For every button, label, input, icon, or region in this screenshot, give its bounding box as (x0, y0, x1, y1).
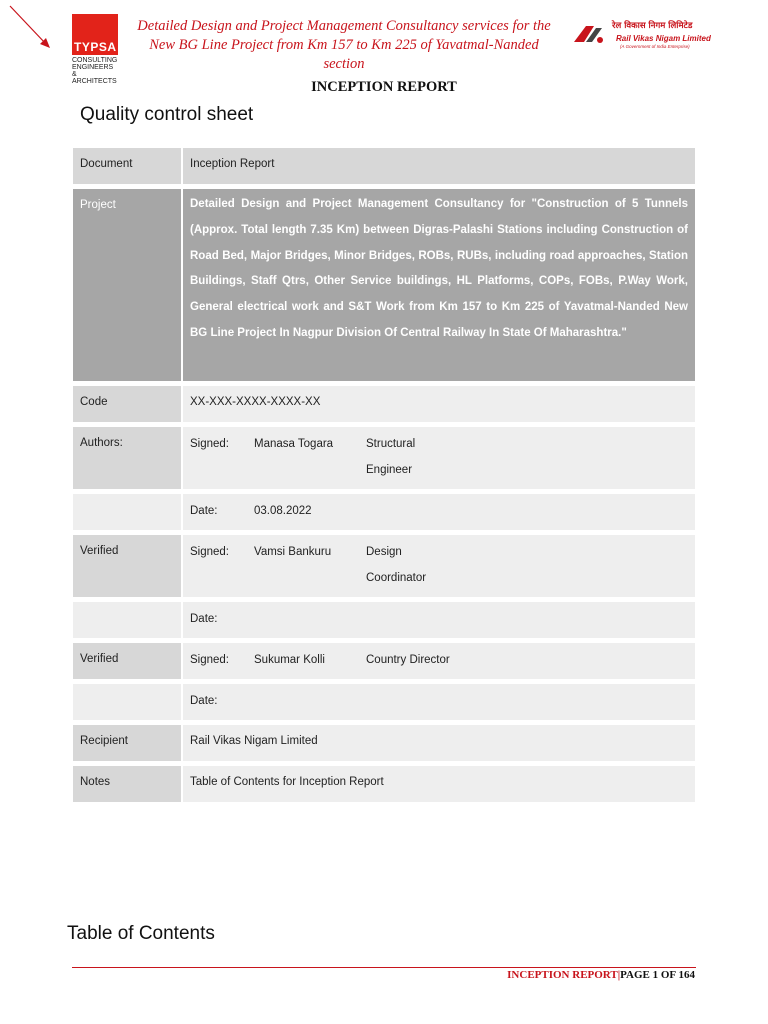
row-label-empty (73, 602, 181, 638)
row-value (183, 602, 695, 638)
signed-label: Signed: (190, 438, 230, 450)
date-label: Date: (190, 695, 218, 707)
header-title-line: section (323, 56, 365, 72)
row-value: Table of Contents for Inception Report (183, 766, 695, 802)
section-title: Quality control sheet (80, 104, 254, 125)
signer-name: Manasa Togara (254, 438, 334, 450)
typsa-logo-mark (72, 14, 118, 55)
row-value (183, 427, 695, 489)
row-value (183, 535, 695, 597)
footer (507, 969, 695, 981)
rvnl-logo (572, 20, 711, 50)
typsa-logo-text: TYPSA (74, 40, 117, 54)
row-value: Detailed Design and Project Management Consultancy for "Construction of 5 Tunnels (Approx. Total length 7.35 Km) between Digras-Palashi Stations including Construction of Road Bed, Major Bridges, Minor Bridges, ROBs, RUBs, including road approaches, Station Buildings, Staff Qtrs, Other Service buildings, HL Platforms, COPs, FOBs, P.Way Work, General electrical work and S&T Work from Km 157 to Km 225 of Yavatmal-Nanded New BG Line Project In Nagpur Division Of Central Railway In State Of Maharashtra." (183, 189, 695, 381)
row-label: Document (73, 148, 181, 184)
signer-name: Sukumar Kolli (254, 654, 325, 666)
row-value (183, 684, 695, 720)
table-row-verified (73, 535, 695, 597)
table-row-verified (73, 643, 695, 679)
row-label: Authors: (73, 427, 181, 489)
row-label: Verified (73, 535, 181, 597)
header-title-line: New BG Line Project from Km 157 to Km 225 of Yavatmal-Nanded (149, 37, 539, 53)
rvnl-english-name: Rail Vikas Nigam Limited (616, 34, 711, 43)
row-label: Verified (73, 643, 181, 679)
signer-role: Structural Engineer (366, 438, 416, 476)
rvnl-hindi-name: रेल विकास निगम लिमिटेड (612, 21, 693, 31)
rvnl-emblem-icon (572, 22, 606, 46)
signer-role: Design Coordinator (366, 546, 427, 584)
table-row-authors (73, 427, 695, 489)
row-value (183, 494, 695, 530)
table-row-project (73, 189, 695, 381)
table-row-verified-date (73, 684, 695, 720)
header-title (118, 17, 570, 74)
date-value: 03.08.2022 (254, 505, 312, 517)
footer-separator: | (617, 969, 621, 981)
row-label: Recipient (73, 725, 181, 761)
corner-arrow-icon (8, 4, 52, 50)
signer-name: Vamsi Bankuru (254, 546, 332, 558)
row-label: Project (73, 189, 181, 381)
footer-report-label: INCEPTION REPORT (507, 969, 618, 981)
header-title-line: Detailed Design and Project Management Consultancy services for the (137, 18, 551, 34)
row-label: Code (73, 386, 181, 422)
signed-label: Signed: (190, 654, 230, 666)
table-row-verified-date (73, 602, 695, 638)
toc-title: Table of Contents (67, 923, 215, 944)
row-label: Notes (73, 766, 181, 802)
table-row-notes (73, 766, 695, 802)
signed-label: Signed: (190, 546, 230, 558)
rvnl-tagline: (A Government of India Enterprise) (620, 44, 690, 49)
row-value: XX-XXX-XXXX-XXXX-XX (183, 386, 695, 422)
quality-control-table (73, 148, 695, 807)
date-label: Date: (190, 613, 218, 625)
date-label: Date: (190, 505, 218, 517)
row-label-empty (73, 494, 181, 530)
table-row-recipient (73, 725, 695, 761)
typsa-logo (72, 14, 118, 85)
footer-rule (72, 967, 696, 968)
row-label-empty (73, 684, 181, 720)
row-value (183, 643, 695, 679)
typsa-tagline: CONSULTING ENGINEERS & ARCHITECTS (72, 57, 118, 85)
row-value: Inception Report (183, 148, 695, 184)
row-value: Rail Vikas Nigam Limited (183, 725, 695, 761)
table-row-authors-date (73, 494, 695, 530)
signer-role: Country Director (366, 654, 450, 666)
table-row-code (73, 386, 695, 422)
table-row-document (73, 148, 695, 184)
page-number: PAGE 1 OF 164 (620, 969, 695, 981)
report-label: INCEPTION REPORT (311, 79, 457, 95)
